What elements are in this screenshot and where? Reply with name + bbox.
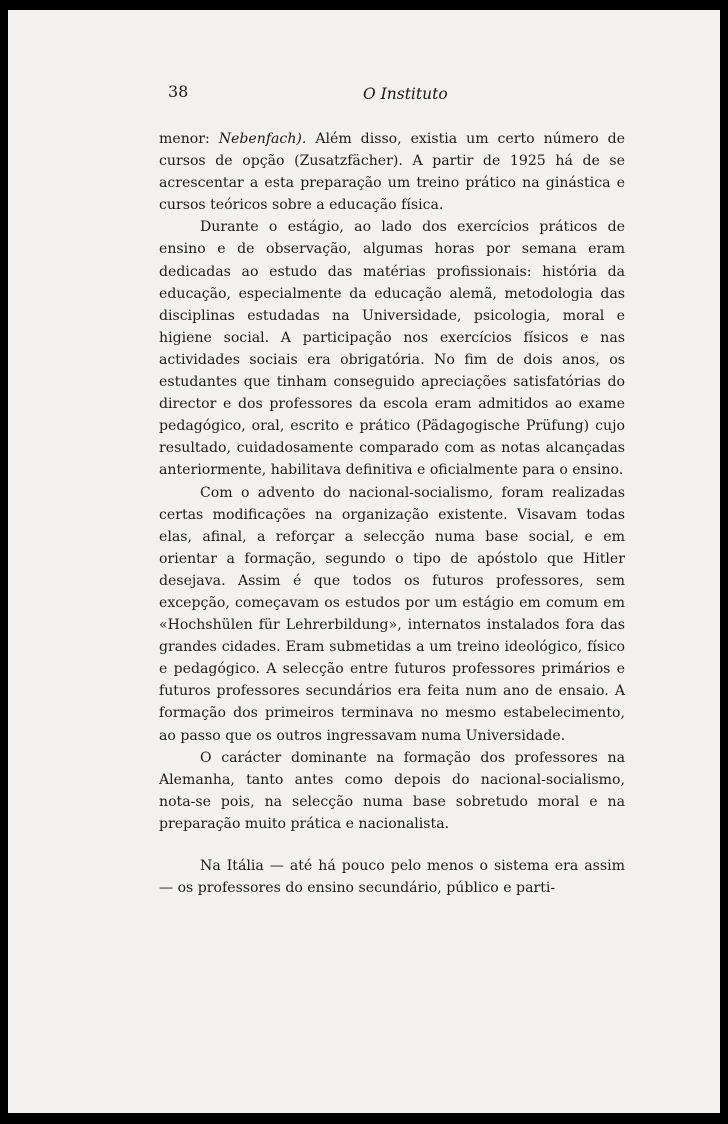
paragraph-2: Durante o estágio, ao lado dos exercícios práticos de ensino e de observação, algumas horas por semana eram dedicadas ao estudo das matérias profissionais: história da educação, especialmente da educação alemã, metodologia das disciplinas estudadas na Universidade, psicologia, moral e higiene social. A participação nos exercícios físicos e nas actividades sociais era obrigatória. No fim de dois anos, os estudantes que tinham conseguido apreciações satisfatórias do director e dos professores da escola eram admitidos ao exame pedagógico, oral, escrito e prático (Pädagogische Prüfung) cujo resultado, cuidadosamente comparado com as notas alcançadas anteriormente, habilitava definitiva e oficialmente para o ensino. [159,219,625,479]
paragraph-3: Com o advento do nacional-socialismo, foram realizadas certas modificações na organização existente. Visavam todas elas, afinal, a reforçar a selecção numa base social, e em orientar a formação, segundo o tipo de apóstolo que Hitler desejava. Assim é que todos os futuros professores, sem excepção, começavam os estudos por um estágio em comum em «Hochshülen für Lehrerbildung», internatos instalados fora das grandes cidades. Eram submetidas a um treino ideológico, físico e pedagógico. A selecção entre futuros professores primários e futuros professores secundários era feita num ano de ensaio. A formação dos primeiros terminava no mesmo estabelecimento, ao passo que os outros ingressavam numa Universidade. [159,484,625,744]
page-header [8,82,720,112]
paragraph-1 [159,128,625,216]
body-text [159,128,625,899]
book-page [8,10,720,1113]
paragraph-5: Na Itália — até há pouco pelo menos o sistema era assim — os professores do ensino secundário, público e parti- [159,858,625,897]
page-number: 38 [168,82,189,101]
paragraph-1-lead: menor: [159,131,219,147]
paragraph-1-italic: Nebenfach). [218,131,307,147]
running-head: O Instituto [363,85,448,103]
paragraph-4: O carácter dominante na formação dos professores na Alemanha, tanto antes como depois do nacional-socialismo, nota-se pois, na selecção numa base sobretudo moral e na preparação muito prática e nacionalista. [159,749,625,832]
paragraph-1-rest: Além disso, existia um certo número de cursos de opção (Zusatzfächer). A partir de 1925 há de se acrescentar a esta preparação um treino prático na ginástica e cursos teóricos sobre a educação física. [159,131,625,214]
